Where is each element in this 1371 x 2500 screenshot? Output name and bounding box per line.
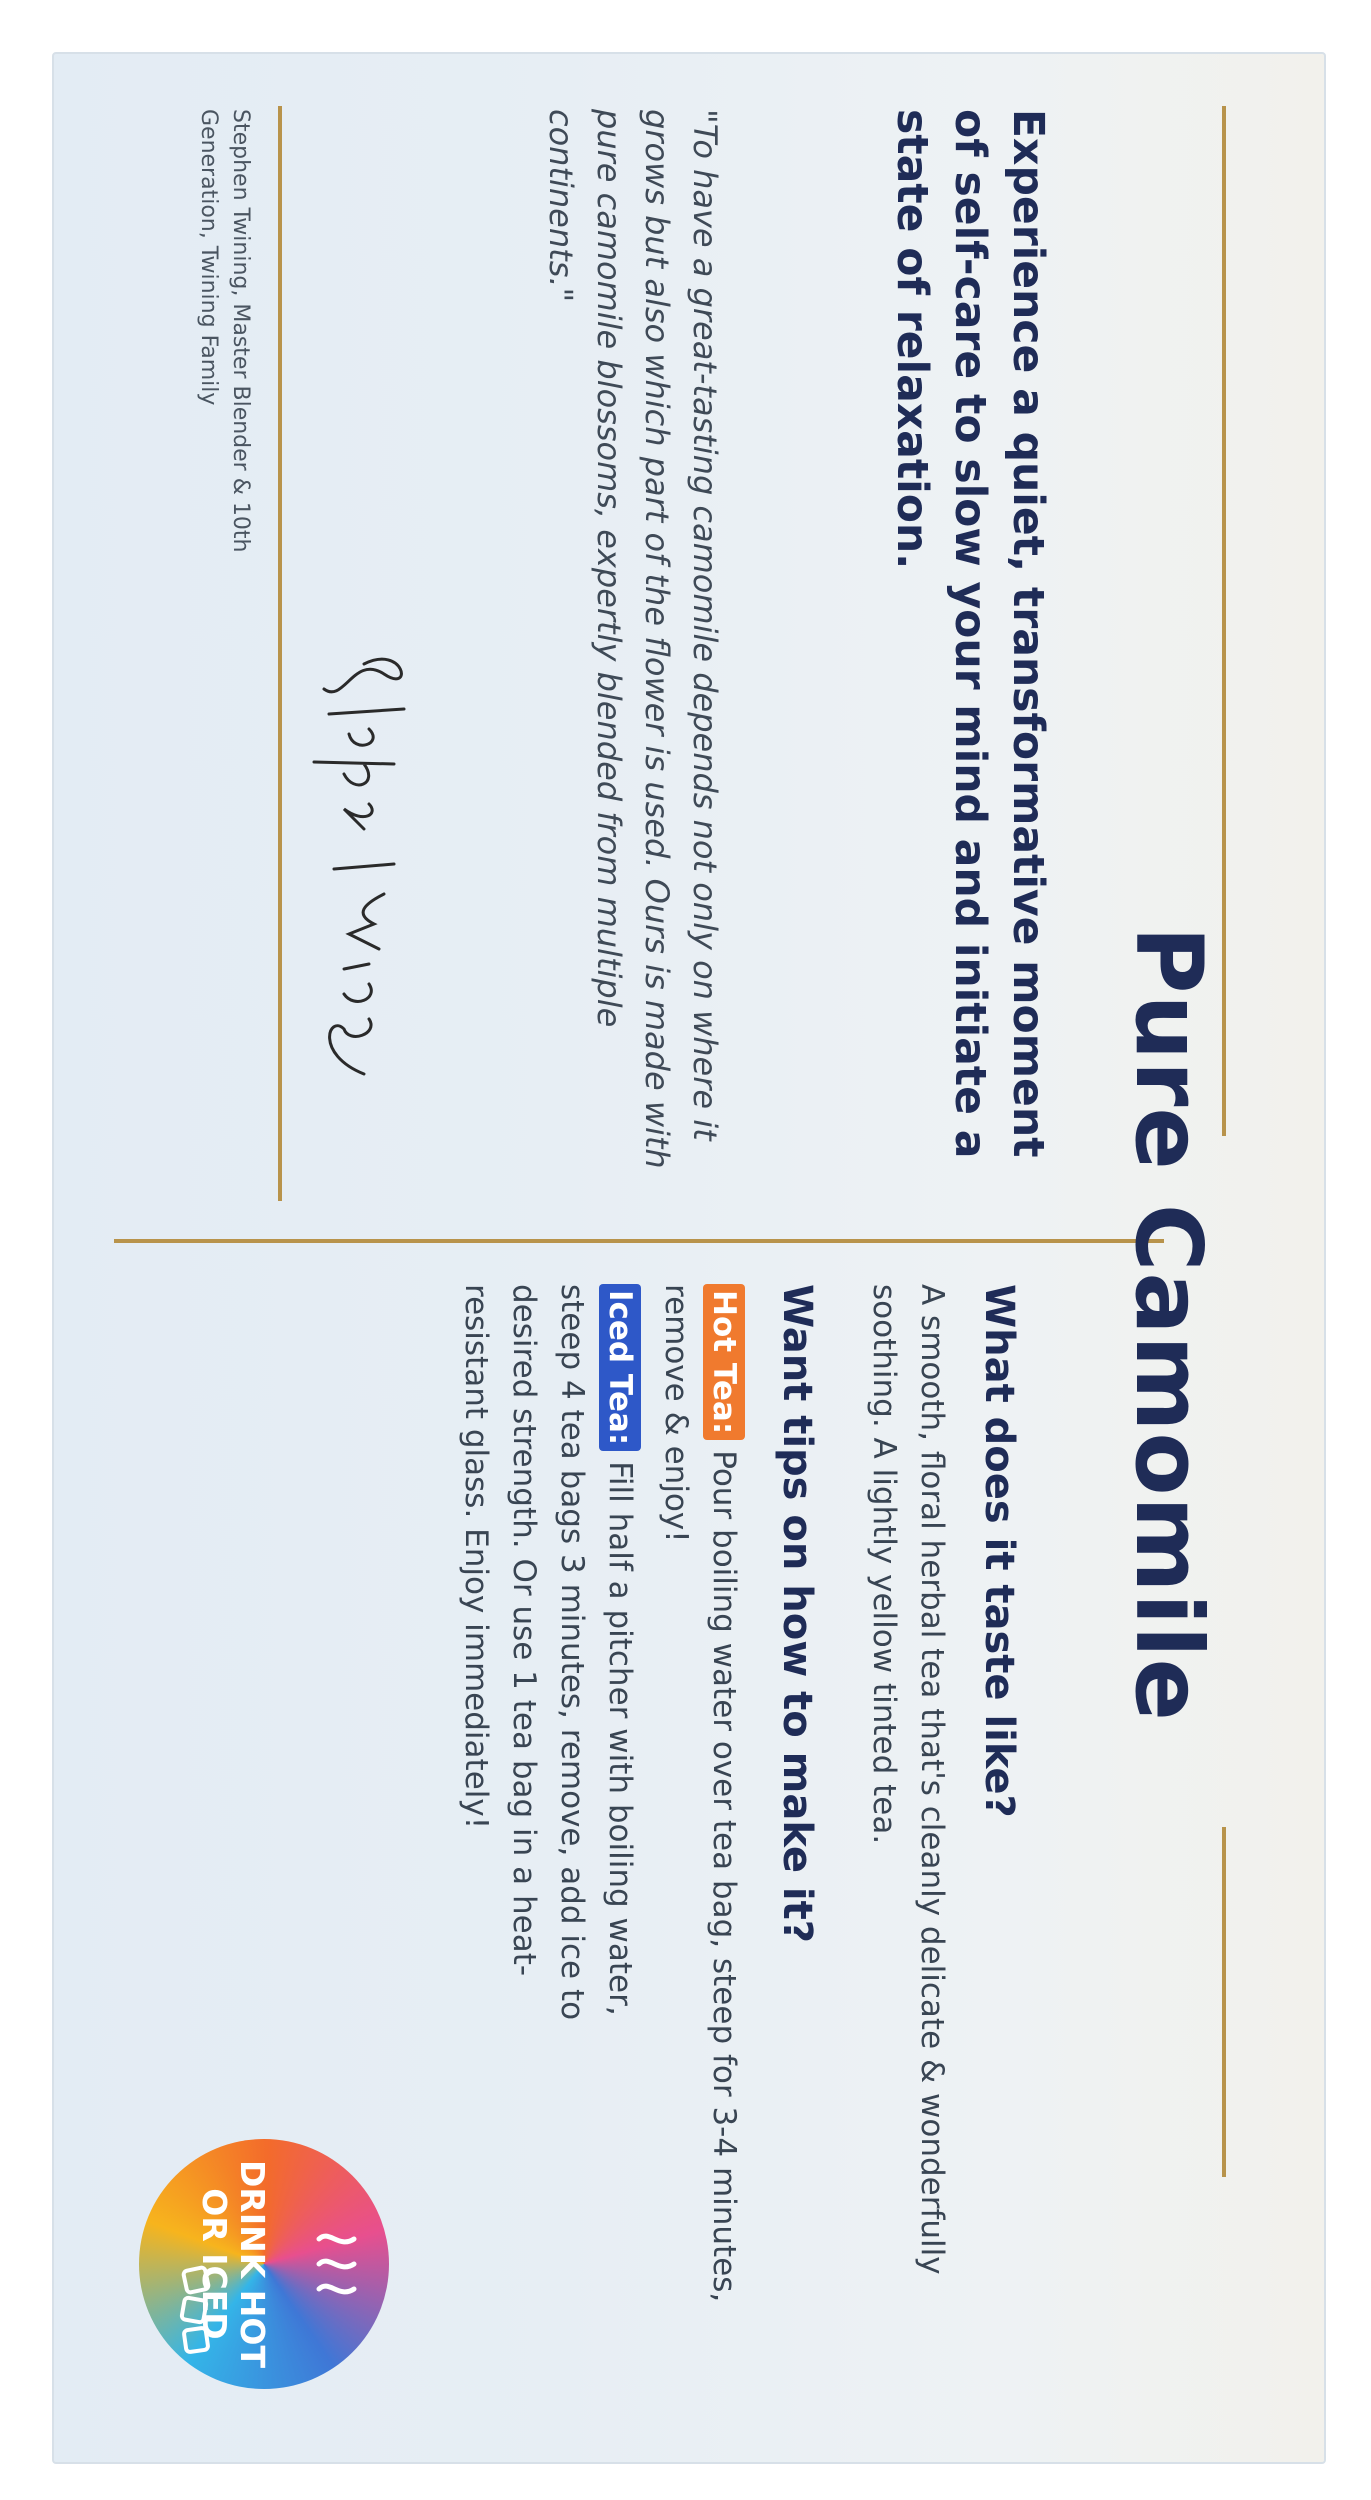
badge-line-1: DRINK HOT: [233, 2160, 272, 2368]
gold-rule: [278, 106, 282, 1201]
gold-rule: [1222, 106, 1226, 1136]
hot-tea-text: Pour boiling water over tea bag, steep for 3-4 minutes, remove & enjoy!: [658, 1284, 742, 2303]
ice-cubes-icon: [169, 2259, 219, 2359]
badge-line-2: OR ICED: [195, 2188, 234, 2340]
tea-box-panel: [52, 52, 1326, 2464]
taste-heading: What does it taste like?: [976, 1284, 1022, 1818]
panel-content: [54, 54, 1324, 2462]
tips-heading: Want tips on how to make it?: [774, 1284, 820, 1943]
signature: [304, 634, 424, 1184]
iced-tea-text: Fill half a pitcher with boiling water, steep 4 tea bags 3 minutes, remove, add ice to desired strength. Or use 1 tea bag in a heat-resistant glass. Enjoy immediately!: [458, 1284, 638, 2021]
product-title: Pure Camomile: [1115, 926, 1222, 1722]
iced-tea-label: Iced Tea:: [599, 1284, 641, 1451]
gold-rule: [1222, 1827, 1226, 2177]
hot-tea-instructions: [652, 1284, 748, 2404]
steam-icon: [314, 2219, 364, 2309]
tagline: Experience a quiet, transformative moment of self-care to slow your mind and initiate a state of relaxation.: [887, 109, 1052, 1159]
taste-description: A smooth, floral herbal tea that's cleanly delicate & wonderfully soothing. A lightly yellow tinted tea.: [866, 1284, 950, 2275]
iced-tea-instructions: [452, 1284, 644, 2104]
blender-quote: "To have a great-tasting camomile depends not only on where it grows but also which part of the flower is used. Ours is made with pure camomile blossoms, expertly blended from multiple continents.": [542, 109, 724, 1169]
signer-credit: Stephen Twining, Master Blender & 10th Generation, Twining Family: [196, 109, 253, 553]
gold-divider: [114, 1239, 1164, 1243]
drink-hot-or-iced-badge: [139, 2139, 389, 2389]
hot-tea-label: Hot Tea:: [703, 1284, 745, 1440]
